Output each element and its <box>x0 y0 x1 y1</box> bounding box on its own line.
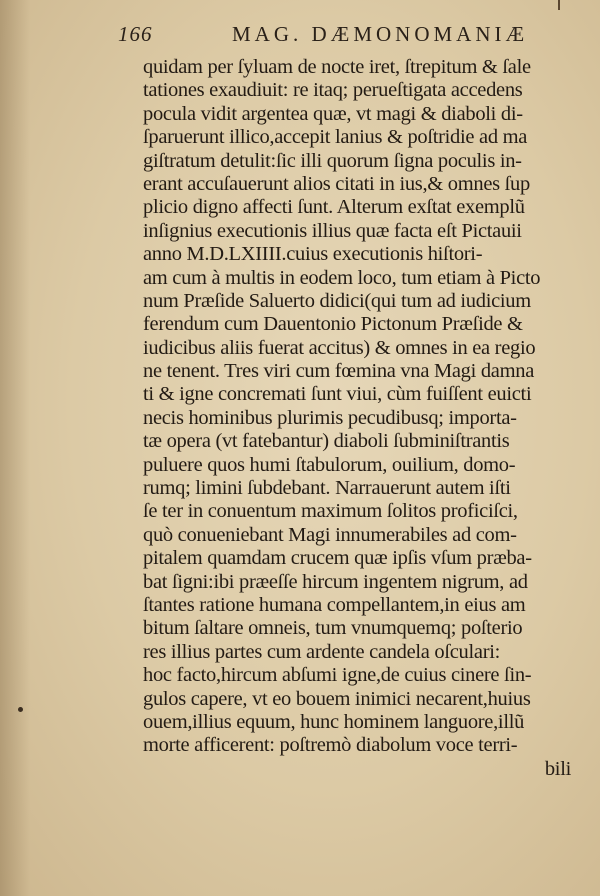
text-line: am cum à multis in eodem loco, tum etiam à Picto <box>143 266 541 289</box>
text-line: necis hominibus plurimis pecudibusq; importa- <box>143 406 517 429</box>
text-line: pocula vidit argentea quæ, vt magi & diaboli di- <box>143 102 523 125</box>
text-line: tæ opera (vt fatebantur) diaboli ſubminiſtrantis <box>143 430 510 453</box>
text-line: morte afficerent: poſtremò diabolum voce terri- <box>143 734 518 757</box>
running-title: MAG. DÆMONOMANIÆ <box>232 22 529 46</box>
text-line: pitalem quamdam crucem quæ ipſis vſum præba- <box>143 547 532 570</box>
text-line: inſignius executionis illius quæ facta eſt Pictauii <box>143 219 522 242</box>
text-line: rumq; limini ſubdebant. Narrauerunt autem iſti <box>143 477 511 500</box>
text-line: anno M.D.LXIIII.cuius executionis hiſtori- <box>143 243 483 266</box>
text-line: ne tenent. Tres viri cum fœmina vna Magi damna <box>143 360 534 383</box>
text-line: plicio digno affecti ſunt. Alterum exſtat exemplũ <box>143 196 525 219</box>
text-line: ſtantes ratione humana compellantem,in eius am <box>143 593 526 616</box>
ink-spot <box>18 707 23 712</box>
page-header <box>118 22 538 52</box>
text-line: num Præſide Saluerto didici(qui tum ad iudicium <box>143 289 531 312</box>
text-line: hoc facto,hircum abſumi igne,de cuius cinere ſin- <box>143 664 532 687</box>
text-line: tationes exaudiuit: re itaq; perueſtigata accedens <box>143 79 523 102</box>
corner-mark <box>558 0 560 10</box>
text-line: quò conueniebant Magi innumerabiles ad com- <box>143 523 517 546</box>
text-line: iudicibus aliis fuerat accitus) & omnes in ea regio <box>143 336 536 359</box>
text-line: erant accuſauerunt alios citati in ius,& omnes ſup <box>143 172 530 195</box>
text-line: res illius partes cum ardente candela oſculari: <box>143 640 501 663</box>
catchword: bili <box>544 757 571 780</box>
text-line: ferendum cum Dauentonio Pictonum Præſide & <box>143 313 523 336</box>
text-line: puluere quos humi ſtabulorum, ouilium, domo- <box>143 453 516 476</box>
text-line: giſtratum detulit:ſic illi quorum ſigna poculis in- <box>143 149 522 172</box>
text-line: bat ſigni:ibi præeſſe hircum ingentem nigrum, ad <box>143 570 528 593</box>
text-line: gulos capere, vt eo bouem inimici necarent,huius <box>143 687 531 710</box>
binding-shadow <box>0 0 30 896</box>
text-line: ti & igne concremati ſunt viui, cùm fuiſſent euicti <box>143 383 532 406</box>
text-line: ſe ter in conuentum maximum ſolitos proficiſci, <box>143 500 518 523</box>
text-line: bitum ſaltare omneis, tum vnumquemq; poſterio <box>143 617 523 640</box>
text-line: quidam per ſyluam de nocte iret, ſtrepitum & ſale <box>143 56 531 78</box>
body-text <box>143 56 573 781</box>
text-line: ouem,illius equum, hunc hominem languore,illũ <box>143 710 525 733</box>
page-number: 166 <box>118 22 153 46</box>
text-line: ſparuerunt illico,accepit lanius & poſtridie ad ma <box>143 126 528 149</box>
